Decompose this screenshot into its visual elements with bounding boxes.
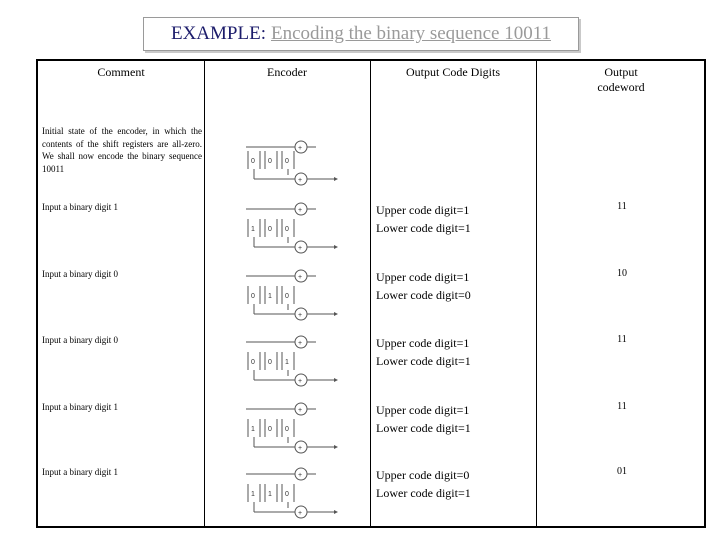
output-code-digits bbox=[376, 401, 471, 437]
register-bit: 0 bbox=[251, 293, 255, 300]
shift-register-diagram bbox=[234, 466, 354, 526]
register-bit: 0 bbox=[285, 158, 289, 165]
shift-register-diagram bbox=[234, 334, 354, 394]
svg-text:+: + bbox=[298, 510, 303, 517]
row-comment: Input a binary digit 1 bbox=[42, 467, 118, 477]
register-bit: 0 bbox=[268, 359, 272, 366]
register-bit: 1 bbox=[268, 491, 272, 498]
output-codeword: 11 bbox=[617, 334, 627, 345]
row-comment: Input a binary digit 0 bbox=[42, 335, 118, 345]
svg-text:+: + bbox=[298, 445, 303, 452]
title-subject: Encoding the binary sequence 10011 bbox=[271, 23, 551, 44]
lower-code-digit: Lower code digit=0 bbox=[376, 288, 471, 302]
header-codeword-line2: codeword bbox=[597, 80, 645, 94]
header-output-codeword bbox=[536, 65, 706, 95]
svg-text:+: + bbox=[298, 207, 303, 214]
row-comment: Input a binary digit 1 bbox=[42, 202, 118, 212]
register-bit: 0 bbox=[268, 158, 272, 165]
upper-code-digit: Upper code digit=1 bbox=[376, 203, 470, 217]
row-comment: Input a binary digit 0 bbox=[42, 269, 118, 279]
column-divider bbox=[204, 61, 205, 526]
column-divider bbox=[370, 61, 371, 526]
shift-register-diagram bbox=[234, 201, 354, 261]
upper-code-digit: Upper code digit=0 bbox=[376, 468, 470, 482]
title-separator: : bbox=[260, 23, 266, 44]
lower-code-digit: Lower code digit=1 bbox=[376, 221, 471, 235]
svg-text:+: + bbox=[298, 378, 303, 385]
output-code-digits bbox=[376, 201, 471, 237]
row-comment: Input a binary digit 1 bbox=[42, 402, 118, 412]
register-bit: 0 bbox=[285, 426, 289, 433]
column-divider bbox=[536, 61, 537, 526]
register-bit: 0 bbox=[268, 226, 272, 233]
register-bit: 0 bbox=[285, 491, 289, 498]
svg-text:+: + bbox=[298, 340, 303, 347]
register-bit: 0 bbox=[268, 426, 272, 433]
svg-text:+: + bbox=[298, 245, 303, 252]
output-codeword: 10 bbox=[617, 268, 627, 279]
register-bit: 1 bbox=[251, 491, 255, 498]
shift-register-diagram bbox=[234, 125, 354, 185]
shift-register-diagram bbox=[234, 401, 354, 461]
register-bit: 1 bbox=[268, 293, 272, 300]
register-bit: 0 bbox=[285, 293, 289, 300]
output-codeword: 11 bbox=[617, 201, 627, 212]
encoding-table bbox=[36, 59, 706, 528]
svg-text:+: + bbox=[298, 274, 303, 281]
register-bit: 0 bbox=[285, 226, 289, 233]
svg-text:+: + bbox=[298, 145, 303, 152]
register-bit: 1 bbox=[251, 426, 255, 433]
register-bit: 0 bbox=[251, 158, 255, 165]
output-codeword: 01 bbox=[617, 466, 627, 477]
output-code-digits bbox=[376, 268, 471, 304]
output-code-digits bbox=[376, 334, 471, 370]
header-codeword-line1: Output bbox=[604, 65, 638, 79]
slide-title bbox=[143, 17, 579, 51]
title-prefix: EXAMPLE bbox=[170, 23, 261, 44]
upper-code-digit: Upper code digit=1 bbox=[376, 336, 470, 350]
register-bit: 1 bbox=[251, 226, 255, 233]
header-encoder: Encoder bbox=[267, 65, 307, 79]
svg-text:+: + bbox=[298, 472, 303, 479]
output-codeword: 11 bbox=[617, 401, 627, 412]
output-code-digits bbox=[376, 466, 471, 502]
shift-register-diagram bbox=[234, 268, 354, 328]
header-output-digits: Output Code Digits bbox=[405, 65, 500, 79]
lower-code-digit: Lower code digit=1 bbox=[376, 421, 471, 435]
row-comment: Initial state of the encoder, in which the contents of the shift registers are all-zero. We shall now encode the binary sequence 10011 bbox=[42, 126, 202, 174]
svg-text:+: + bbox=[298, 312, 303, 319]
register-bit: 0 bbox=[251, 359, 255, 366]
register-bit: 1 bbox=[285, 359, 289, 366]
svg-text:+: + bbox=[298, 407, 303, 414]
lower-code-digit: Lower code digit=1 bbox=[376, 354, 471, 368]
header-comment: Comment bbox=[97, 65, 145, 79]
upper-code-digit: Upper code digit=1 bbox=[376, 403, 470, 417]
svg-text:+: + bbox=[298, 177, 303, 184]
upper-code-digit: Upper code digit=1 bbox=[376, 270, 470, 284]
lower-code-digit: Lower code digit=1 bbox=[376, 486, 471, 500]
